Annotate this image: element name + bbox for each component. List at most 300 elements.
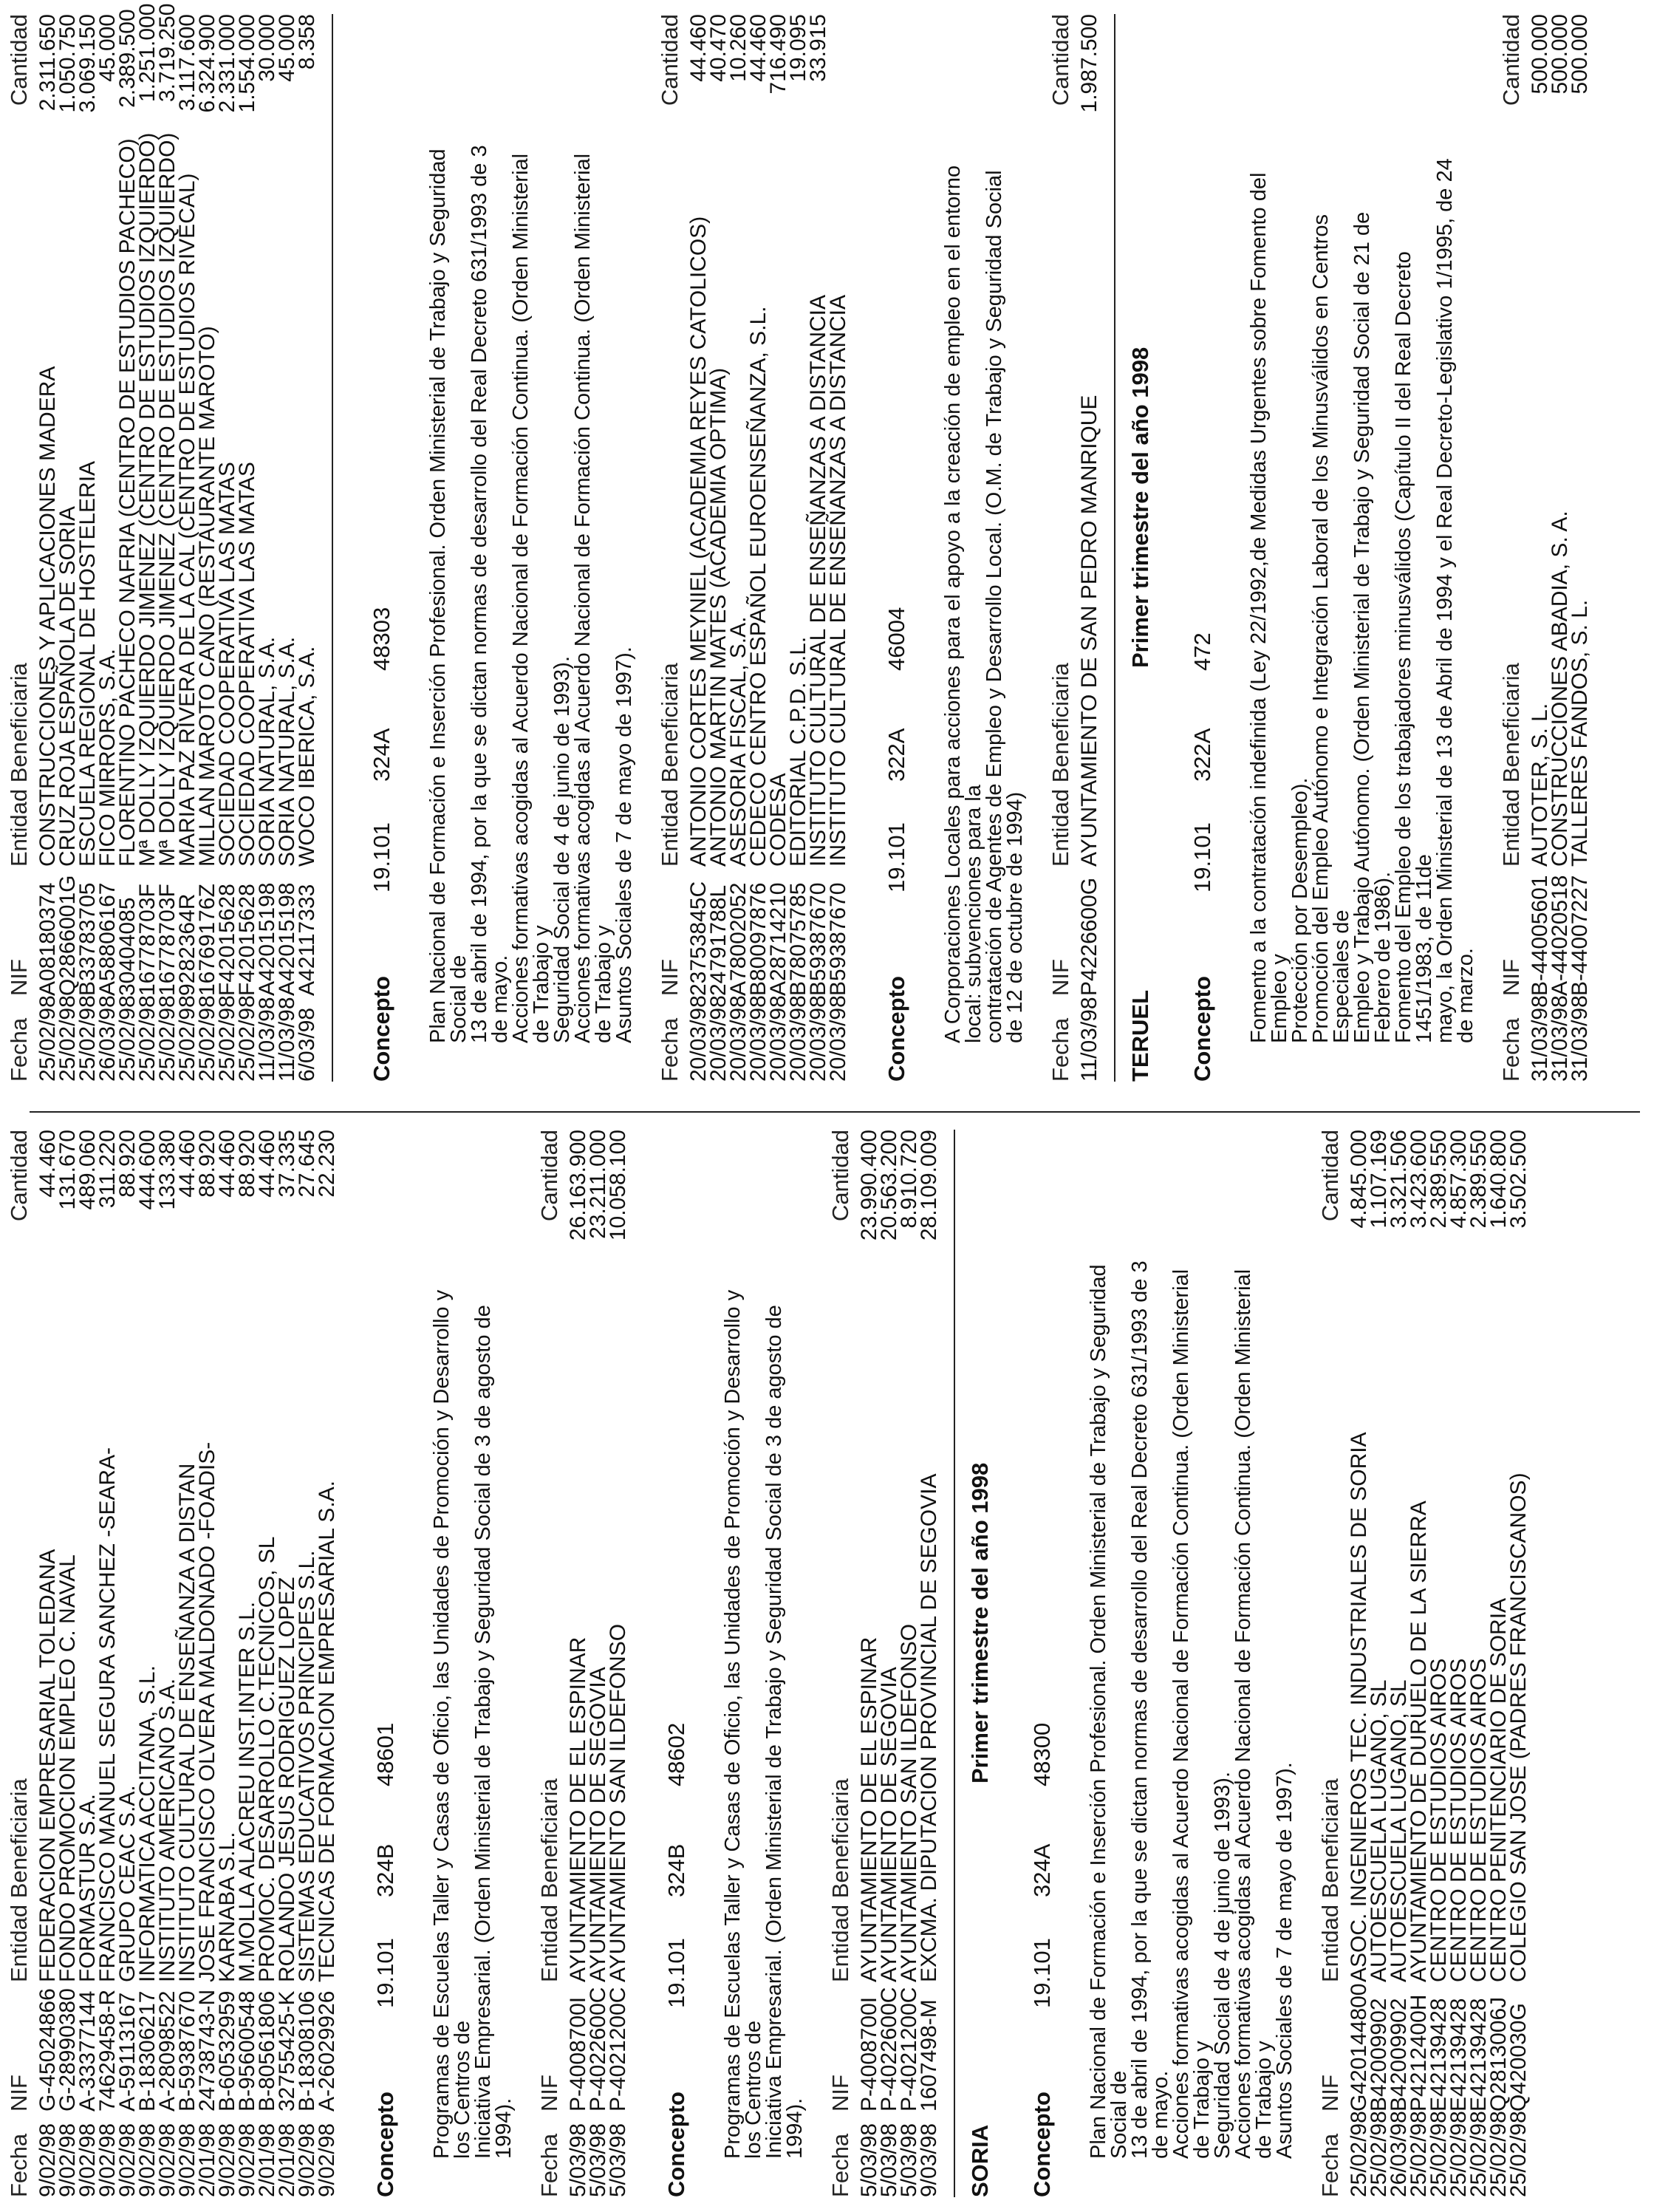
row-cantidad: 37.335: [275, 1130, 299, 1198]
row-nif: 32755425-K: [275, 1990, 299, 2112]
row-nif: B42009902: [1367, 1998, 1391, 2112]
table-row: [257, 14, 277, 1082]
concept-label: Concepto: [884, 976, 909, 1082]
row-cantidad: 500.000: [1528, 14, 1552, 95]
row-entidad: INSTITUTO CULTURAL DE ENSEÑANZAS A DISTANCIA: [826, 294, 850, 867]
row-fecha: 31/03/98: [1548, 995, 1572, 1082]
table-row: [135, 3, 160, 1082]
table-row: [115, 1130, 140, 2197]
row-entidad: Mª DOLLY IZQUIERDO JIMENEZ (CENTRO DE ESTUDIOS IZQUIERDO): [155, 132, 180, 867]
table-row: [297, 14, 317, 1082]
row-fecha: 11/03/98: [275, 997, 299, 1082]
row-nif: B-18308106: [295, 1990, 319, 2112]
row-nif: 24791788L: [706, 884, 731, 996]
row-fecha: 25/02/98: [35, 995, 60, 1082]
table-row: [95, 14, 120, 1082]
row-entidad: ANTONIO MARTIN MATES (ACADEMIA OPTIMA): [706, 367, 731, 867]
header-nif: NIF: [1498, 959, 1524, 996]
row-nif: A28714210: [766, 882, 790, 996]
row-nif: 9282364R: [175, 893, 199, 996]
row-nif: B80097876: [746, 882, 770, 996]
row-nif: B-59387670: [175, 1990, 199, 2112]
row-nif: B59387670: [806, 882, 830, 996]
concept-description: Programas de Escuelas Taller y Casas de Oficio, las Unidades de Promoción y Desarrollo y los Centros de Iniciativa Empresarial. (Orden Ministerial de Trabajo y Seguridad Social de 3 de agosto de 1994).: [430, 1289, 516, 2159]
row-entidad: CENTRO DE ESTUDIOS AIROS: [1466, 1658, 1491, 1982]
row-cantidad: 3.502.500: [1506, 1130, 1531, 1229]
section-divider: [1114, 14, 1115, 1082]
row-cantidad: 26.163.900: [566, 1130, 590, 1241]
row-nif: 74629458-R: [95, 1989, 120, 2112]
header-nif: NIF: [536, 2075, 562, 2112]
beneficiary-table: [688, 14, 848, 1082]
row-cantidad: 23.211.000: [586, 1130, 610, 1239]
header-fecha: Fecha: [657, 1017, 683, 1082]
concept-subconcept: 48300: [1029, 1722, 1055, 1786]
concept-program: 324A: [1029, 1843, 1055, 1897]
row-entidad: GRUPO CEAC S.A.: [115, 1785, 140, 1982]
row-fecha: 20/03/98: [786, 995, 810, 1082]
row-fecha: 25/02/98: [235, 995, 259, 1082]
row-entidad: CENTRO DE ESTUDIOS AIROS: [1446, 1658, 1471, 1982]
row-cantidad: 2.389.500: [115, 9, 140, 108]
row-fecha: 5/03/98: [606, 2123, 630, 2197]
region-name: SORIA: [967, 2124, 993, 2197]
row-fecha: 20/03/98: [766, 995, 790, 1082]
header-entidad: Entidad Beneficiaria: [1498, 663, 1524, 867]
concept-line: [1029, 1130, 1056, 2197]
row-fecha: 26/03/98: [95, 995, 120, 1082]
header-cantidad: Cantidad: [1048, 14, 1073, 106]
row-cantidad: 27.645: [295, 1130, 319, 1198]
table-row: [748, 14, 768, 1082]
beneficiary-table: [859, 1130, 939, 2197]
row-entidad: FONDO PROMOCION EMPLEO C. NAVAL: [55, 1554, 80, 1982]
concept-subconcept: 48602: [663, 1722, 689, 1786]
table-row: [1369, 1130, 1389, 2197]
table-row: [1530, 14, 1550, 1082]
row-nif: P-4021200C: [897, 1987, 921, 2112]
left-column: [0, 1130, 1671, 2197]
table-row: [55, 14, 80, 1082]
beneficiary-table: [1079, 14, 1099, 1082]
concept-line: [372, 1130, 399, 2197]
row-nif: B78075785: [786, 882, 810, 996]
row-entidad: ASOC. INGENIEROS TEC. INDUSTRIALES DE SORIA: [1347, 1432, 1371, 1982]
row-fecha: 11/03/98: [255, 997, 279, 1082]
row-entidad: CEDECO CENTRO ESPAÑOL EUROENSEÑANZA, S.L.: [746, 306, 770, 867]
concept-line: [369, 14, 395, 1082]
concept-line: [663, 1130, 690, 2197]
row-entidad: M.MOLLA ALACREU INST.INTER S.L.: [235, 1601, 259, 1982]
column-divider: [30, 1111, 1640, 1113]
table-header: [657, 14, 683, 1082]
concept-program: 322A: [884, 728, 909, 782]
row-fecha: 5/03/98: [586, 2123, 610, 2197]
row-fecha: 31/03/98: [1528, 995, 1552, 1082]
row-nif: P-4008700I: [566, 1996, 590, 2112]
beneficiary-table: [35, 1130, 339, 2197]
table-row: [1349, 1130, 1369, 2197]
table-row: [686, 14, 711, 1082]
row-cantidad: 3.069.150: [75, 14, 100, 113]
table-row: [35, 1130, 60, 2197]
table-row: [1570, 14, 1590, 1082]
row-fecha: 9/02/98: [95, 2123, 120, 2197]
header-entidad: Entidad Beneficiaria: [1317, 1778, 1343, 1982]
concept-code: 19.101: [369, 822, 394, 892]
row-entidad: MARIA PAZ RIVERA DE LA CAL (CENTRO DE ESTUDIOS RIVECAL): [175, 173, 199, 867]
concept-label: Concepto: [372, 2092, 398, 2197]
row-nif: G-28990380: [55, 1988, 80, 2112]
table-row: [1466, 1130, 1491, 2197]
table-row: [879, 1130, 899, 2197]
table-row: [899, 1130, 919, 2197]
row-cantidad: 88.920: [235, 1130, 259, 1198]
row-nif: 16769176Z: [195, 884, 219, 996]
row-entidad: PROMOC. DESARROLLO C.TECNICOS, SL: [255, 1536, 279, 1982]
row-fecha: 25/02/98: [1347, 2111, 1371, 2197]
row-fecha: 20/03/98: [686, 995, 711, 1082]
table-row: [197, 1130, 217, 2197]
table-row: [217, 1130, 237, 2197]
row-entidad: INSTITUTO AMERICANO S.A.: [155, 1678, 180, 1982]
row-fecha: 25/02/98: [1506, 2111, 1531, 2197]
row-nif: A-26029926: [315, 1990, 339, 2112]
row-fecha: 25/02/98: [175, 995, 199, 1082]
concept-line: [884, 14, 910, 1082]
concept-description: Fomento a la contratación indefinida (Ley 22/1992,de Medidas Urgentes sobre Fomento del Empleo y Protección por Desempleo). Promoción del Empleo Autónomo e Integración Laboral de los Minusválidos en Centros Especiales de Empleo y Trabajo Autónomo. (Orden Ministerial de Trabajo y Seguridad Social de 21 de Febrero de 1986). Fomento del Empleo de los trabajadores minusválidos (Capítulo II del Real Decreto 1451/1983, de 11de mayo, la Orden Ministerial de 13 de Abril de 1994 y el Real Decreto-Legislativo 1/1995, de 24 de marzo.: [1247, 158, 1477, 1043]
row-cantidad: 45.000: [95, 14, 120, 82]
header-entidad: Entidad Beneficiaria: [827, 1778, 853, 1982]
table-row: [177, 1130, 197, 2197]
row-cantidad: 1.554.000: [235, 14, 259, 113]
row-cantidad: 500.000: [1568, 14, 1592, 95]
row-fecha: 9/02/98: [55, 2123, 80, 2197]
table-row: [237, 14, 257, 1082]
row-nif: B-95600548: [235, 1990, 259, 2112]
table-row: [155, 3, 180, 1082]
region-heading: [967, 1130, 994, 2197]
row-entidad: CRUZ ROJA ESPAÑOLA DE SORIA: [55, 506, 80, 867]
row-nif: 24738743-N: [195, 1989, 219, 2112]
row-entidad: SOCIEDAD COOPERATIVA LAS MATAS: [235, 462, 259, 867]
row-cantidad: 19.095: [786, 14, 810, 82]
beneficiary-table: [1530, 14, 1590, 1082]
row-nif: 23753845C: [686, 881, 711, 996]
row-cantidad: 3.117.600: [175, 14, 199, 112]
table-row: [1426, 1130, 1451, 2197]
row-entidad: AYUNTAMIENTO DE SEGOVIA: [877, 1667, 901, 1982]
row-entidad: AYUNTAMIENTO DE DURUELO DE LA SIERRA: [1407, 1501, 1431, 1982]
table-row: [75, 1130, 100, 2197]
row-cantidad: 1.050.750: [55, 14, 80, 113]
row-cantidad: 88.920: [195, 1130, 219, 1198]
table-row: [297, 1130, 317, 2197]
row-nif: A-59113167: [115, 1992, 140, 2112]
row-fecha: 2/01/98: [255, 2123, 279, 2197]
table-header: [1317, 1130, 1343, 2197]
concept-subconcept: 472: [1189, 632, 1215, 671]
table-header: [536, 1130, 562, 2197]
table-row: [237, 1130, 257, 2197]
concept-code: 19.101: [1189, 822, 1215, 892]
row-cantidad: 44.460: [255, 1130, 279, 1198]
row-cantidad: 10.260: [726, 14, 751, 82]
row-entidad: AYUNTAMIENTO DE SAN PEDRO MANRIQUE: [1077, 395, 1101, 867]
row-entidad: CENTRO DE ESTUDIOS AIROS: [1426, 1658, 1451, 1982]
row-entidad: TALLERES FANDOS, S. L.: [1568, 599, 1592, 867]
row-entidad: INFORMATICA ACCITANA, S.L.: [135, 1665, 160, 1982]
table-header: [1498, 14, 1524, 1082]
row-entidad: ESCUELA REGIONAL DE HOSTELERIA: [75, 460, 100, 867]
row-fecha: 9/02/98: [295, 2123, 319, 2197]
table-row: [568, 1130, 588, 2197]
header-cantidad: Cantidad: [1317, 1130, 1343, 1222]
row-cantidad: 33.915: [806, 14, 830, 82]
row-nif: P-4022600C: [877, 1987, 901, 2112]
row-fecha: 25/02/98: [135, 995, 160, 1082]
row-nif: B33783705: [75, 882, 100, 996]
row-entidad: ANTONIO CORTES MEYNIEL (ACADEMIA REYES CATOLICOS): [686, 216, 711, 867]
region-period: Primer trimestre del año 1998: [967, 1462, 993, 1783]
row-fecha: 25/02/98: [1367, 2111, 1391, 2197]
table-row: [788, 14, 808, 1082]
row-fecha: 5/03/98: [897, 2123, 921, 2197]
row-nif: B-44005601: [1528, 875, 1552, 996]
row-nif: Q2813006J: [1486, 1996, 1511, 2112]
row-cantidad: 2.311.650: [35, 14, 60, 112]
table-row: [155, 1130, 180, 2197]
row-fecha: 20/03/98: [746, 995, 770, 1082]
row-entidad: SISTEMAS EDUCATIVOS PRINCIPES S.L.: [295, 1550, 319, 1982]
row-cantidad: 20.563.200: [877, 1130, 901, 1241]
concept-code: 19.101: [663, 1938, 689, 2008]
header-entidad: Entidad Beneficiaria: [6, 1778, 32, 1982]
row-entidad: AUTOESCUELA LUGANO, SL: [1367, 1679, 1391, 1982]
row-entidad: FEDERACION EMPRESARIAL TOLEDANA: [35, 1549, 60, 1982]
table-header: [827, 1130, 853, 2197]
row-entidad: INSTITUTO CULTURAL DE ENSEÑANZAS A DISTANCIA: [806, 294, 830, 867]
header-fecha: Fecha: [1317, 2133, 1343, 2197]
concept-program: 324B: [372, 1843, 398, 1897]
header-nif: NIF: [827, 2075, 853, 2112]
table-row: [588, 1130, 608, 2197]
table-row: [1389, 1130, 1409, 2197]
row-entidad: MILLAN MAROTO CANO (RESTAURANTE MAROTO): [195, 326, 219, 867]
row-entidad: WOCO IBERICA, S.A.: [295, 646, 319, 867]
row-entidad: EXCMA. DIPUTACION PROVINCIAL DE SEGOVIA: [917, 1473, 941, 1982]
section-divider: [332, 14, 333, 1082]
row-fecha: 9/02/98: [135, 2123, 160, 2197]
row-cantidad: 44.460: [35, 1130, 60, 1198]
row-cantidad: 4.845.000: [1347, 1130, 1371, 1229]
row-entidad: SOCIEDAD COOPERATIVA LAS MATAS: [215, 462, 239, 867]
concept-label: Concepto: [663, 2092, 689, 2197]
row-fecha: 25/02/98: [215, 995, 239, 1082]
row-cantidad: 133.380: [155, 1130, 180, 1210]
header-nif: NIF: [657, 959, 683, 996]
row-nif: A08180374: [35, 882, 60, 996]
row-cantidad: 30.000: [255, 14, 279, 82]
row-fecha: 25/02/98: [195, 995, 219, 1082]
row-entidad: FRANCISCO MANUEL SEGURA SANCHEZ -SEARA-: [95, 1447, 120, 1982]
row-entidad: FICO MIRRORS, S.A.: [95, 648, 120, 867]
concept-description: Plan Nacional de Formación e Inserción Profesional. Orden Ministerial de Trabajo y Seguridad Social de 13 de abril de 1994, por la que se dictan normas de desarrollo del Real Decreto 631/1993 de 3 de mayo. Acciones formativas acogidas al Acuerdo Nacional de Formación Continua. (Orden Ministerial de Trabajo y Seguridad Social de 4 de junio de 1993). Acciones formativas acogidas al Acuerdo Nacional de Formación Continua. (Orden Ministerial de Trabajo y Asuntos Sociales de 7 de mayo de 1997).: [426, 145, 636, 1043]
row-nif: G-45024866: [35, 1988, 60, 2112]
right-column: [0, 3, 1671, 1082]
row-cantidad: 40.470: [706, 14, 731, 82]
row-fecha: 9/02/98: [115, 2123, 140, 2197]
row-nif: A58806167: [95, 882, 120, 996]
table-row: [919, 1130, 939, 2197]
row-cantidad: 489.060: [75, 1130, 100, 1210]
header-nif: NIF: [1317, 2075, 1343, 2112]
concept-subconcept: 46004: [884, 607, 909, 671]
row-nif: B-60532959: [215, 1990, 239, 2112]
row-entidad: INSTITUTO CULTURAL DE ENSEÑANZA A DISTAN: [175, 1463, 199, 1982]
row-entidad: EDITORIAL C.P.D. S.L.: [786, 636, 810, 867]
row-nif: 1607498-M: [917, 1999, 941, 2112]
table-row: [1409, 1130, 1429, 2197]
row-fecha: 9/02/98: [235, 2123, 259, 2197]
row-fecha: 9/02/98: [155, 2123, 180, 2197]
row-fecha: 11/03/98: [1077, 997, 1101, 1082]
row-cantidad: 44.460: [746, 14, 770, 82]
row-fecha: 9/02/98: [35, 2123, 60, 2197]
table-row: [277, 14, 297, 1082]
header-nif: NIF: [6, 2075, 32, 2112]
concept-line: [1189, 14, 1216, 1082]
table-header: [6, 14, 32, 1082]
header-cantidad: Cantidad: [827, 1130, 853, 1222]
concept-program: 324A: [369, 728, 394, 782]
row-nif: A78002052: [726, 882, 751, 996]
row-entidad: CENTRO PENITENCIARIO DE SORIA: [1486, 1597, 1511, 1982]
row-cantidad: 2.389.550: [1426, 1130, 1451, 1229]
table-header: [1048, 14, 1073, 1082]
row-entidad: SORIA NATURAL, S.A.: [255, 636, 279, 867]
row-nif: A42015198: [275, 882, 299, 996]
table-row: [768, 14, 788, 1082]
row-cantidad: 1.640.800: [1486, 1130, 1511, 1229]
section-divider: [954, 1130, 955, 2197]
row-cantidad: 4.857.300: [1446, 1130, 1471, 1229]
row-cantidad: 44.460: [175, 1130, 199, 1198]
row-nif: A42015198: [255, 882, 279, 996]
row-nif: 16778703F: [135, 884, 160, 996]
row-fecha: 20/03/98: [806, 995, 830, 1082]
row-cantidad: 2.331.000: [215, 14, 239, 113]
row-fecha: 25/02/98: [1426, 2111, 1451, 2197]
table-row: [608, 1130, 628, 2197]
row-nif: F42015628: [215, 884, 239, 996]
region-heading: [1127, 14, 1154, 1082]
table-row: [55, 1130, 80, 2197]
row-fecha: 25/02/98: [1407, 2111, 1431, 2197]
concept-label: Concepto: [1189, 976, 1215, 1082]
row-nif: P-4021200C: [606, 1987, 630, 2112]
table-row: [1506, 1130, 1531, 2197]
header-fecha: Fecha: [1498, 1017, 1524, 1082]
header-fecha: Fecha: [6, 1017, 32, 1082]
concept-code: 19.101: [372, 1938, 398, 2008]
row-entidad: Mª DOLLY IZQUIERDO JIMENEZ (CENTRO DE ESTUDIOS IZQUIERDO): [135, 132, 160, 867]
header-fecha: Fecha: [1048, 1017, 1073, 1082]
table-row: [257, 1130, 277, 2197]
row-cantidad: 44.460: [686, 14, 711, 82]
row-fecha: 9/02/98: [175, 2123, 199, 2197]
row-entidad: FORMASTUR S.A.: [75, 1793, 100, 1982]
row-nif: 16778703F: [155, 884, 180, 996]
table-row: [1550, 14, 1570, 1082]
header-fecha: Fecha: [6, 2133, 32, 2197]
row-cantidad: [828, 14, 848, 143]
row-fecha: 5/03/98: [857, 2123, 881, 2197]
concept-code: 19.101: [1029, 1938, 1055, 2008]
row-nif: P4226600G: [1077, 877, 1101, 996]
table-row: [726, 14, 751, 1082]
concept-label: Concepto: [1029, 2092, 1055, 2197]
row-entidad: COLEGIO SAN JOSE (PADRES FRANCISCANOS): [1506, 1472, 1531, 1982]
row-fecha: 25/02/98: [115, 995, 140, 1082]
row-cantidad: 45.000: [275, 14, 299, 82]
row-nif: B-80561806: [255, 1990, 279, 2112]
table-row: [828, 14, 848, 1082]
row-fecha: 25/02/98: [1446, 2111, 1471, 2197]
concept-description: A Corporaciones Locales para acciones para el apoyo a la creación de empleo en el entorno local: subvenciones para la contratación de Agentes de Empleo y Desarrollo Local. (O.M. de Trabajo y Seguridad Social de 12 de octubre de 1994): [941, 165, 1027, 1043]
header-fecha: Fecha: [827, 2133, 853, 2197]
header-entidad: Entidad Beneficiaria: [6, 663, 32, 867]
header-nif: NIF: [6, 959, 32, 996]
row-entidad: AYUNTAMIENTO SAN ILDEFONSO: [606, 1623, 630, 1982]
row-nif: B-44007227: [1568, 875, 1592, 996]
row-nif: P-4008700I: [857, 1996, 881, 2112]
row-cantidad: 311.220: [95, 1130, 120, 1209]
beneficiary-table: [568, 1130, 628, 2197]
row-fecha: 5/03/98: [877, 2123, 901, 2197]
row-nif: E42139428: [1446, 1998, 1471, 2112]
table-row: [1446, 1130, 1471, 2197]
row-cantidad: 22.230: [315, 1130, 339, 1198]
region-period: Primer trimestre del año 1998: [1127, 347, 1153, 668]
row-entidad: AYUNTAMIENTO DE EL ESPINAR: [857, 1636, 881, 1982]
concept-label: Concepto: [369, 976, 394, 1082]
row-fecha: 9/02/98: [315, 2123, 339, 2197]
table-row: [135, 1130, 160, 2197]
row-nif: A-33377144: [75, 1990, 100, 2112]
row-fecha: 5/03/98: [566, 2123, 590, 2197]
header-entidad: Entidad Beneficiaria: [657, 663, 683, 867]
row-nif: Q2866001G: [55, 875, 80, 996]
row-fecha: 25/02/98: [1486, 2111, 1511, 2197]
row-fecha: 9/02/98: [75, 2123, 100, 2197]
table-row: [197, 14, 217, 1082]
row-nif: E42139428: [1426, 1998, 1451, 2112]
table-row: [95, 1130, 120, 2197]
table-row: [1079, 14, 1099, 1082]
row-entidad: ROLANDO JESUS RODRIGUEZ LOPEZ: [275, 1577, 299, 1982]
header-fecha: Fecha: [536, 2133, 562, 2197]
table-row: [35, 14, 60, 1082]
concept-program: 324B: [663, 1843, 689, 1897]
header-cantidad: Cantidad: [6, 14, 32, 106]
header-cantidad: Cantidad: [6, 1130, 32, 1222]
row-nif: B59387670: [826, 882, 850, 996]
concept-description: Programas de Escuelas Taller y Casas de Oficio, las Unidades de Promoción y Desarrollo y los Centros de Iniciativa Empresarial. (Orden Ministerial de Trabajo y Seguridad Social de 3 de agosto de 1994).: [721, 1289, 807, 2159]
row-cantidad: 23.990.400: [857, 1130, 881, 1241]
row-cantidad: 88.920: [115, 1130, 140, 1198]
row-entidad: AYUNTAMIENTO DE EL ESPINAR: [566, 1636, 590, 1982]
